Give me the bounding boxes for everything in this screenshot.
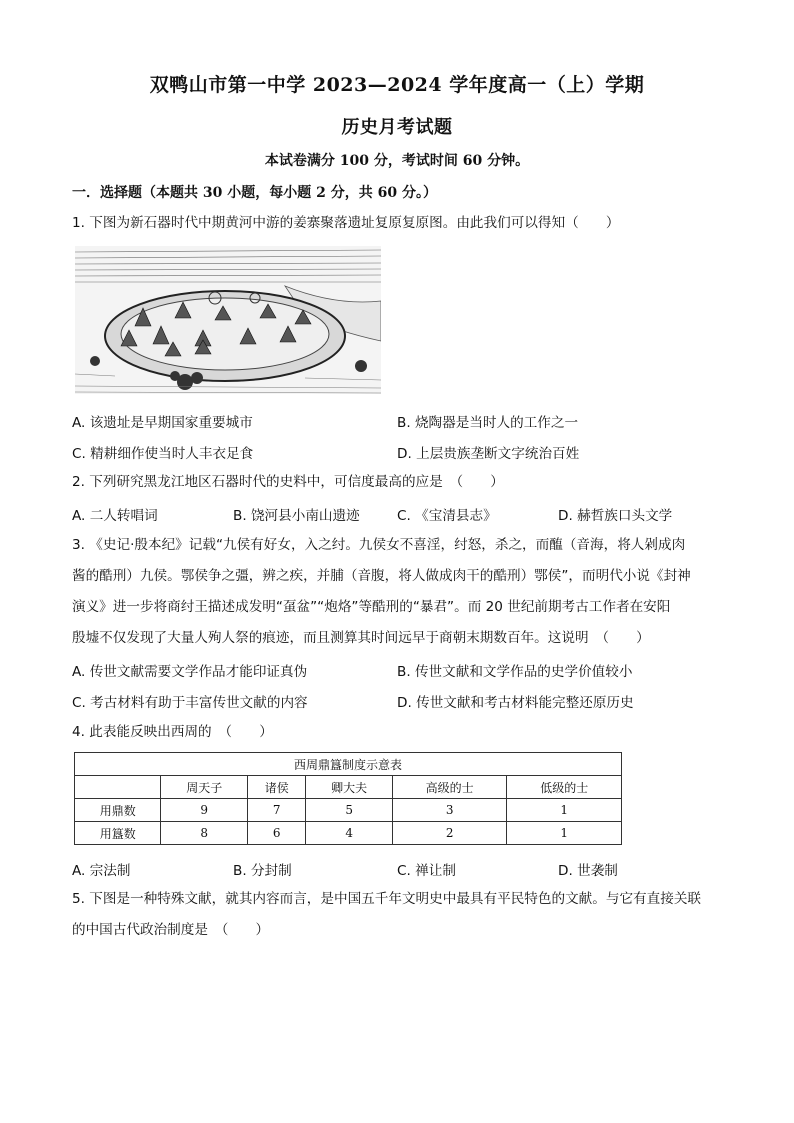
- exam-subtitle: 历史月考试题: [341, 117, 453, 138]
- question-3-line-1: 3. 《史记·殷本纪》记载“九侯有好女，入之纣。九侯女不喜淫，纣怒，杀之，而醢（音海，将人剁成肉: [72, 537, 686, 553]
- question-5-line-2: 的中国古代政治制度是 （ ）: [72, 922, 270, 938]
- table-header-row: [75, 776, 622, 799]
- question-4-option-a: A. 宗法制: [72, 863, 131, 879]
- table-header-cell: 诸侯: [247, 776, 305, 799]
- question-4-stem: 4. 此表能反映出西周的 （ ）: [72, 724, 273, 740]
- question-4-option-b: B. 分封制: [233, 863, 292, 879]
- table-row: [75, 799, 622, 822]
- question-1-option-b: B. 烧陶器是当时人的工作之一: [397, 415, 579, 431]
- question-5-line-1: 5. 下图是一种特殊文献，就其内容而言，是中国五千年文明史中最具有平民特色的文献。与它有直接关联: [72, 891, 702, 907]
- question-1-stem: 1. 下图为新石器时代中期黄河中游的姜寨聚落遗址复原复原图。由此我们可以得知（ ）: [72, 215, 620, 231]
- table-cell: 7: [247, 799, 305, 822]
- table-cell: 2: [392, 822, 507, 845]
- table-row: [75, 822, 622, 845]
- question-2-option-c: C. 《宝清县志》: [397, 508, 497, 524]
- question-2-option-b: B. 饶河县小南山遗迹: [233, 508, 360, 524]
- table-header-cell: [75, 776, 161, 799]
- table-header-cell: 低级的士: [507, 776, 622, 799]
- table-cell: 4: [306, 822, 392, 845]
- table-cell: 8: [161, 822, 247, 845]
- section-heading: 一．选择题（本题共 30 小题，每小题 2 分，共 60 分。）: [72, 185, 437, 201]
- table-cell: 用簋数: [75, 822, 161, 845]
- question-4-option-c: C. 禅让制: [397, 863, 456, 879]
- table-cell: 1: [507, 799, 622, 822]
- table-cell: 3: [392, 799, 507, 822]
- table-cell: 6: [247, 822, 305, 845]
- question-2-option-a: A. 二人转唱词: [72, 508, 158, 524]
- question-4-option-d: D. 世袭制: [558, 863, 618, 879]
- question-3-option-d: D. 传世文献和考古材料能完整还原历史: [397, 695, 634, 711]
- table-header-cell: 周天子: [161, 776, 247, 799]
- question-1-option-c: C. 精耕细作使当时人丰衣足食: [72, 446, 254, 462]
- table-header-cell: 卿大夫: [306, 776, 392, 799]
- question-1-option-a: A. 该遗址是早期国家重要城市: [72, 415, 253, 431]
- question-2-stem: 2. 下列研究黑龙江地区石器时代的史料中，可信度最高的应是 （ ）: [72, 474, 504, 490]
- question-3-line-2: 酱的酷刑）九侯。鄂侯争之彊，辨之疾，并脯（音腹，将人做成肉干的酷刑）鄂侯”，而明代小说《封神: [72, 568, 691, 584]
- question-1-option-d: D. 上层贵族垄断文字统治百姓: [397, 446, 580, 462]
- table-cell: 9: [161, 799, 247, 822]
- question-3-line-4: 殷墟不仅发现了大量人殉人祭的痕迹，而且测算其时间远早于商朝末期数百年。这说明 （ ）: [72, 630, 650, 646]
- ding-gui-table: [74, 752, 622, 845]
- question-2-option-d: D. 赫哲族口头文学: [558, 508, 673, 524]
- exam-note: 本试卷满分 100 分，考试时间 60 分钟。: [264, 153, 530, 169]
- table-cell: 用鼎数: [75, 799, 161, 822]
- question-3-option-c: C. 考古材料有助于丰富传世文献的内容: [72, 695, 308, 711]
- table-cell: 1: [507, 822, 622, 845]
- question-3-option-b: B. 传世文献和文学作品的史学价值较小: [397, 664, 633, 680]
- question-3-line-3: 演义》进一步将商纣王描述成发明“虿盆”“炮烙”等酷刑的“暴君”。而 20 世纪前期考古工作者在安阳: [72, 599, 671, 615]
- table-cell: 5: [306, 799, 392, 822]
- question-3-option-a: A. 传世文献需要文学作品才能印证真伪: [72, 664, 308, 680]
- table-header-cell: 高级的士: [392, 776, 507, 799]
- table-caption: 西周鼎簋制度示意表: [75, 753, 622, 776]
- jiangzhai-settlement-illustration: [75, 246, 381, 394]
- exam-title: 双鸭山市第一中学 2023—2024 学年度高一（上）学期: [149, 74, 645, 96]
